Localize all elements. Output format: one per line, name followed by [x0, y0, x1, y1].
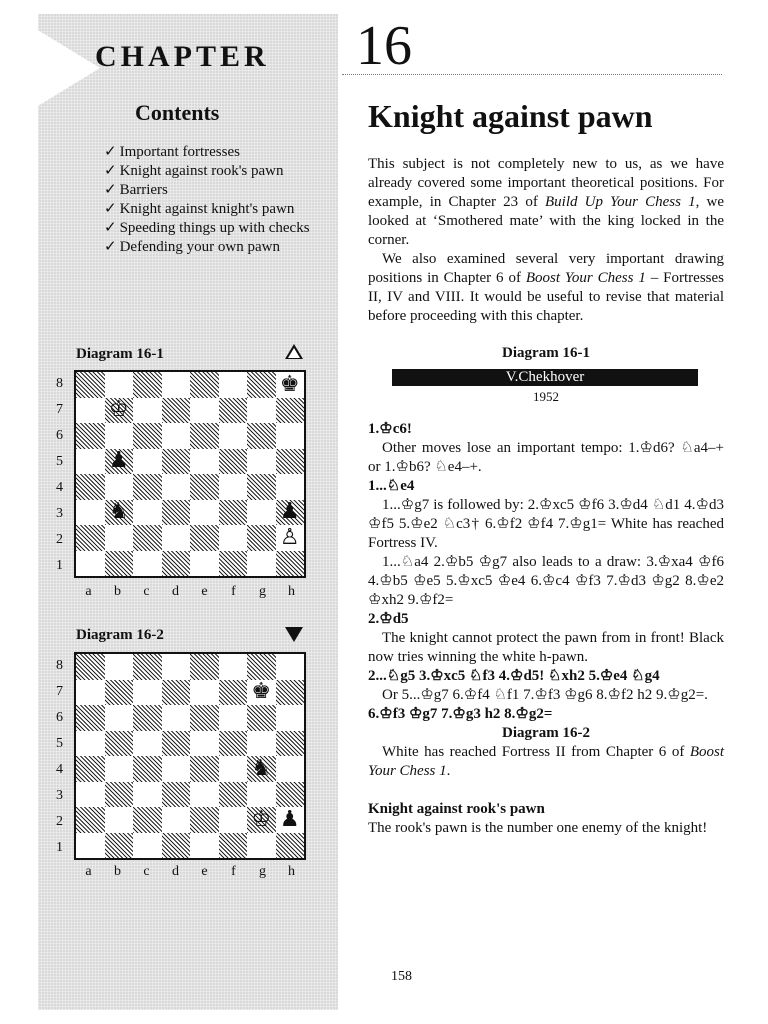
- contents-item: ✓ Speeding things up with checks: [104, 220, 310, 236]
- board-square: [247, 525, 276, 551]
- board-square: [105, 398, 134, 424]
- chess-piece-icon: ♙: [279, 524, 300, 550]
- board-square: [133, 680, 162, 706]
- rank-label: 5: [56, 736, 63, 751]
- file-label: g: [259, 864, 266, 879]
- player-name-bar: V.Chekhover: [392, 369, 698, 386]
- board-square: [190, 731, 219, 757]
- paragraph: Or 5...♔g7 6.♔f4 ♘f1 7.♔f3 ♔g6 8.♔f2 h2 9.♔g2=.: [382, 687, 708, 703]
- paragraph: Other moves lose an important tempo: 1.♔d6? ♘a4–+ or 1.♔b6? ♘e4–+.: [368, 440, 724, 475]
- contents-item: ✓ Knight against rook's pawn: [104, 163, 284, 179]
- board-square: [162, 525, 191, 551]
- board-square: [190, 398, 219, 424]
- move-line: 2...♘g5 3.♔xc5 ♘f3 4.♔d5! ♘xh2 5.♔e4 ♘g4: [368, 668, 660, 684]
- board-square: [247, 423, 276, 449]
- file-label: a: [85, 864, 92, 879]
- file-label: d: [172, 864, 179, 879]
- paragraph: This subject is not completely new to us, as we have already covered some important theoretical positions. For example, in Chapter 23 of Build Up Your Chess 1, we looked at ‘Smothered mate’ with the king locked in the corner.: [368, 156, 724, 248]
- board-square: [247, 474, 276, 500]
- board-square: [247, 833, 276, 859]
- board-square: [133, 731, 162, 757]
- board-square: [76, 474, 105, 500]
- contents-item: ✓ Defending your own pawn: [104, 239, 280, 255]
- board-square: [105, 731, 134, 757]
- rank-label: 7: [56, 684, 63, 699]
- rank-label: 3: [56, 788, 63, 803]
- check-icon: ✓: [104, 163, 117, 179]
- board-square: [105, 500, 134, 526]
- board-square: [276, 782, 305, 808]
- file-label: f: [231, 864, 236, 879]
- contents-title: Contents: [135, 100, 220, 125]
- rank-label: 4: [56, 480, 63, 495]
- intro-text: [368, 155, 724, 326]
- file-label: a: [85, 584, 92, 599]
- check-icon: ✓: [104, 239, 117, 255]
- paragraph: 1...♘a4 2.♔b5 ♔g7 also leads to a draw: 3.♔xa4 ♔f6 4.♔b5 ♔e5 5.♔xc5 ♔e4 6.♔c4 ♔f3 7.♔d3 ♔g2 8.♔e2 ♔xh2 9.♔f2=: [368, 554, 724, 608]
- chapter-word: CHAPTER: [95, 40, 270, 73]
- rank-label: 1: [56, 558, 63, 573]
- board-square: [276, 807, 305, 833]
- board-square: [190, 500, 219, 526]
- rank-label: 6: [56, 428, 63, 443]
- page-title: Knight against pawn: [368, 98, 653, 134]
- board-square: [276, 398, 305, 424]
- rank-label: 5: [56, 454, 63, 469]
- board-square: [190, 782, 219, 808]
- rank-label: 1: [56, 840, 63, 855]
- board-square: [276, 731, 305, 757]
- check-icon: ✓: [104, 144, 117, 160]
- chess-board-1: [74, 370, 306, 578]
- board-square: [247, 756, 276, 782]
- paragraph: The knight cannot protect the pawn from in front! Black now tries winning the white h-pawn.: [368, 630, 724, 665]
- game-year: 1952: [533, 389, 559, 404]
- board-square: [276, 474, 305, 500]
- board-square: [105, 474, 134, 500]
- page-number: 158: [391, 969, 412, 984]
- diagram-caption: Diagram 16-2: [502, 725, 590, 741]
- board-square: [76, 731, 105, 757]
- chess-piece-icon: ♟: [108, 448, 129, 474]
- board-square: [190, 449, 219, 475]
- board-square: [162, 782, 191, 808]
- file-label: b: [114, 864, 121, 879]
- rank-labels: [56, 654, 70, 862]
- file-label: e: [201, 584, 208, 599]
- rank-label: 7: [56, 402, 63, 417]
- board-square: [105, 680, 134, 706]
- board-square: [219, 756, 248, 782]
- board-square: [247, 449, 276, 475]
- board-square: [190, 654, 219, 680]
- paragraph: The rook's pawn is the number one enemy of the knight!: [368, 820, 708, 836]
- board-square: [76, 525, 105, 551]
- board-square: [162, 731, 191, 757]
- check-icon: ✓: [104, 201, 117, 217]
- board-square: [162, 372, 191, 398]
- diagram-label: Diagram 16-1: [76, 346, 164, 362]
- board-square: [76, 449, 105, 475]
- board-square: [219, 525, 248, 551]
- board-square: [247, 551, 276, 577]
- board-square: [247, 654, 276, 680]
- board-square: [162, 551, 191, 577]
- rank-label: 8: [56, 376, 63, 391]
- chess-piece-icon: ♚: [279, 371, 300, 397]
- file-label: g: [259, 584, 266, 599]
- white-to-move-icon: [285, 344, 303, 359]
- board-square: [162, 449, 191, 475]
- rank-label: 8: [56, 658, 63, 673]
- board-square: [276, 654, 305, 680]
- board-square: [276, 705, 305, 731]
- board-square: [247, 500, 276, 526]
- board-square: [190, 705, 219, 731]
- board-square: [247, 372, 276, 398]
- paragraph: 1...♔g7 is followed by: 2.♔xc5 ♔f6 3.♔d4 ♘d1 4.♔d3 ♔f5 5.♔e2 ♘c3† 6.♔f2 ♔f4 7.♔g1= White has reached Fortress IV.: [368, 497, 724, 551]
- board-square: [76, 807, 105, 833]
- chess-piece-icon: ♚: [251, 679, 272, 705]
- board-square: [76, 500, 105, 526]
- board-square: [105, 756, 134, 782]
- board-square: [190, 474, 219, 500]
- board-square: [133, 807, 162, 833]
- black-to-move-icon: [285, 627, 303, 642]
- board-square: [276, 756, 305, 782]
- board-square: [276, 423, 305, 449]
- board-square: [162, 474, 191, 500]
- contents-item: ✓ Knight against knight's pawn: [104, 201, 295, 217]
- board-square: [276, 372, 305, 398]
- board-square: [76, 551, 105, 577]
- board-square: [105, 782, 134, 808]
- board-square: [105, 372, 134, 398]
- board-square: [76, 372, 105, 398]
- chess-board-2: [74, 652, 306, 860]
- board-square: [247, 731, 276, 757]
- board-square: [162, 500, 191, 526]
- section-heading: Knight against rook's pawn: [368, 801, 545, 817]
- file-label: d: [172, 584, 179, 599]
- board-square: [247, 680, 276, 706]
- board-square: [219, 474, 248, 500]
- board-square: [219, 551, 248, 577]
- board-square: [162, 423, 191, 449]
- board-square: [105, 423, 134, 449]
- check-icon: ✓: [104, 182, 117, 198]
- board-square: [219, 423, 248, 449]
- board-square: [105, 807, 134, 833]
- board-square: [133, 500, 162, 526]
- board-square: [190, 807, 219, 833]
- board-square: [190, 551, 219, 577]
- file-label: b: [114, 584, 121, 599]
- chapter-rule: [342, 74, 722, 75]
- board-square: [133, 525, 162, 551]
- board-square: [219, 731, 248, 757]
- board-square: [219, 705, 248, 731]
- board-square: [190, 525, 219, 551]
- board-square: [190, 680, 219, 706]
- board-square: [162, 398, 191, 424]
- diagram-caption: Diagram 16-1: [502, 345, 590, 361]
- board-square: [276, 449, 305, 475]
- board-square: [76, 423, 105, 449]
- board-square: [219, 500, 248, 526]
- board-square: [76, 833, 105, 859]
- move-line: 1.♔c6!: [368, 421, 412, 437]
- rank-labels: [56, 372, 70, 580]
- board-square: [276, 680, 305, 706]
- board-square: [247, 807, 276, 833]
- board-square: [133, 705, 162, 731]
- file-label: c: [143, 864, 150, 879]
- move-line: 2.♔d5: [368, 611, 409, 627]
- board-square: [133, 398, 162, 424]
- board-square: [219, 449, 248, 475]
- board-square: [276, 833, 305, 859]
- paragraph: We also examined several very important drawing positions in Chapter 6 of Boost Your Chess 1 – Fortresses II, IV and VIII. It would be useful to revise that material before proceeding with this chapter.: [368, 251, 725, 324]
- file-label: h: [288, 584, 295, 599]
- board-square: [162, 756, 191, 782]
- analysis-text: [368, 420, 724, 838]
- board-square: [76, 398, 105, 424]
- board-square: [190, 756, 219, 782]
- board-square: [133, 654, 162, 680]
- rank-label: 6: [56, 710, 63, 725]
- rank-label: 4: [56, 762, 63, 777]
- rank-label: 2: [56, 814, 63, 829]
- board-square: [133, 449, 162, 475]
- contents-item: ✓ Barriers: [104, 182, 168, 198]
- board-square: [133, 372, 162, 398]
- board-square: [219, 680, 248, 706]
- chess-piece-icon: ♟: [279, 499, 300, 525]
- board-square: [219, 807, 248, 833]
- chess-piece-icon: ♞: [251, 755, 272, 781]
- board-square: [247, 782, 276, 808]
- board-square: [247, 398, 276, 424]
- rank-label: 3: [56, 506, 63, 521]
- board-square: [190, 833, 219, 859]
- board-square: [276, 551, 305, 577]
- chess-piece-icon: ♟: [279, 806, 300, 832]
- board-square: [162, 680, 191, 706]
- board-square: [105, 833, 134, 859]
- board-square: [219, 654, 248, 680]
- board-square: [247, 705, 276, 731]
- board-square: [105, 525, 134, 551]
- board-square: [162, 654, 191, 680]
- board-square: [162, 807, 191, 833]
- contents-list: [104, 143, 334, 257]
- board-square: [219, 782, 248, 808]
- board-square: [219, 398, 248, 424]
- file-label: c: [143, 584, 150, 599]
- board-square: [76, 756, 105, 782]
- board-square: [219, 372, 248, 398]
- rank-label: 2: [56, 532, 63, 547]
- contents-item: ✓ Important fortresses: [104, 144, 240, 160]
- board-square: [162, 705, 191, 731]
- board-square: [105, 551, 134, 577]
- chess-piece-icon: ♔: [251, 806, 272, 832]
- board-square: [219, 833, 248, 859]
- board-square: [76, 680, 105, 706]
- file-label: h: [288, 864, 295, 879]
- board-square: [105, 654, 134, 680]
- board-square: [105, 449, 134, 475]
- diagram-label: Diagram 16-2: [76, 627, 164, 643]
- paragraph: White has reached Fortress II from Chapter 6 of Boost Your Chess 1.: [368, 744, 724, 779]
- board-square: [133, 474, 162, 500]
- move-line: 1...♘e4: [368, 478, 415, 494]
- board-square: [133, 833, 162, 859]
- board-square: [133, 756, 162, 782]
- board-square: [190, 423, 219, 449]
- file-label: f: [231, 584, 236, 599]
- board-square: [133, 551, 162, 577]
- board-square: [162, 833, 191, 859]
- chess-piece-icon: ♔: [108, 397, 129, 423]
- board-square: [76, 654, 105, 680]
- spacer: [368, 781, 724, 800]
- board-square: [76, 705, 105, 731]
- board-square: [133, 423, 162, 449]
- board-square: [133, 782, 162, 808]
- chapter-number: 16: [356, 15, 412, 77]
- board-square: [105, 705, 134, 731]
- board-square: [276, 500, 305, 526]
- board-square: [276, 525, 305, 551]
- check-icon: ✓: [104, 220, 117, 236]
- move-line: 6.♔f3 ♔g7 7.♔g3 h2 8.♔g2=: [368, 706, 553, 722]
- file-label: e: [201, 864, 208, 879]
- chess-piece-icon: ♞: [108, 499, 129, 525]
- board-square: [190, 372, 219, 398]
- board-square: [76, 782, 105, 808]
- chapter-arrow-decoration: [28, 24, 100, 112]
